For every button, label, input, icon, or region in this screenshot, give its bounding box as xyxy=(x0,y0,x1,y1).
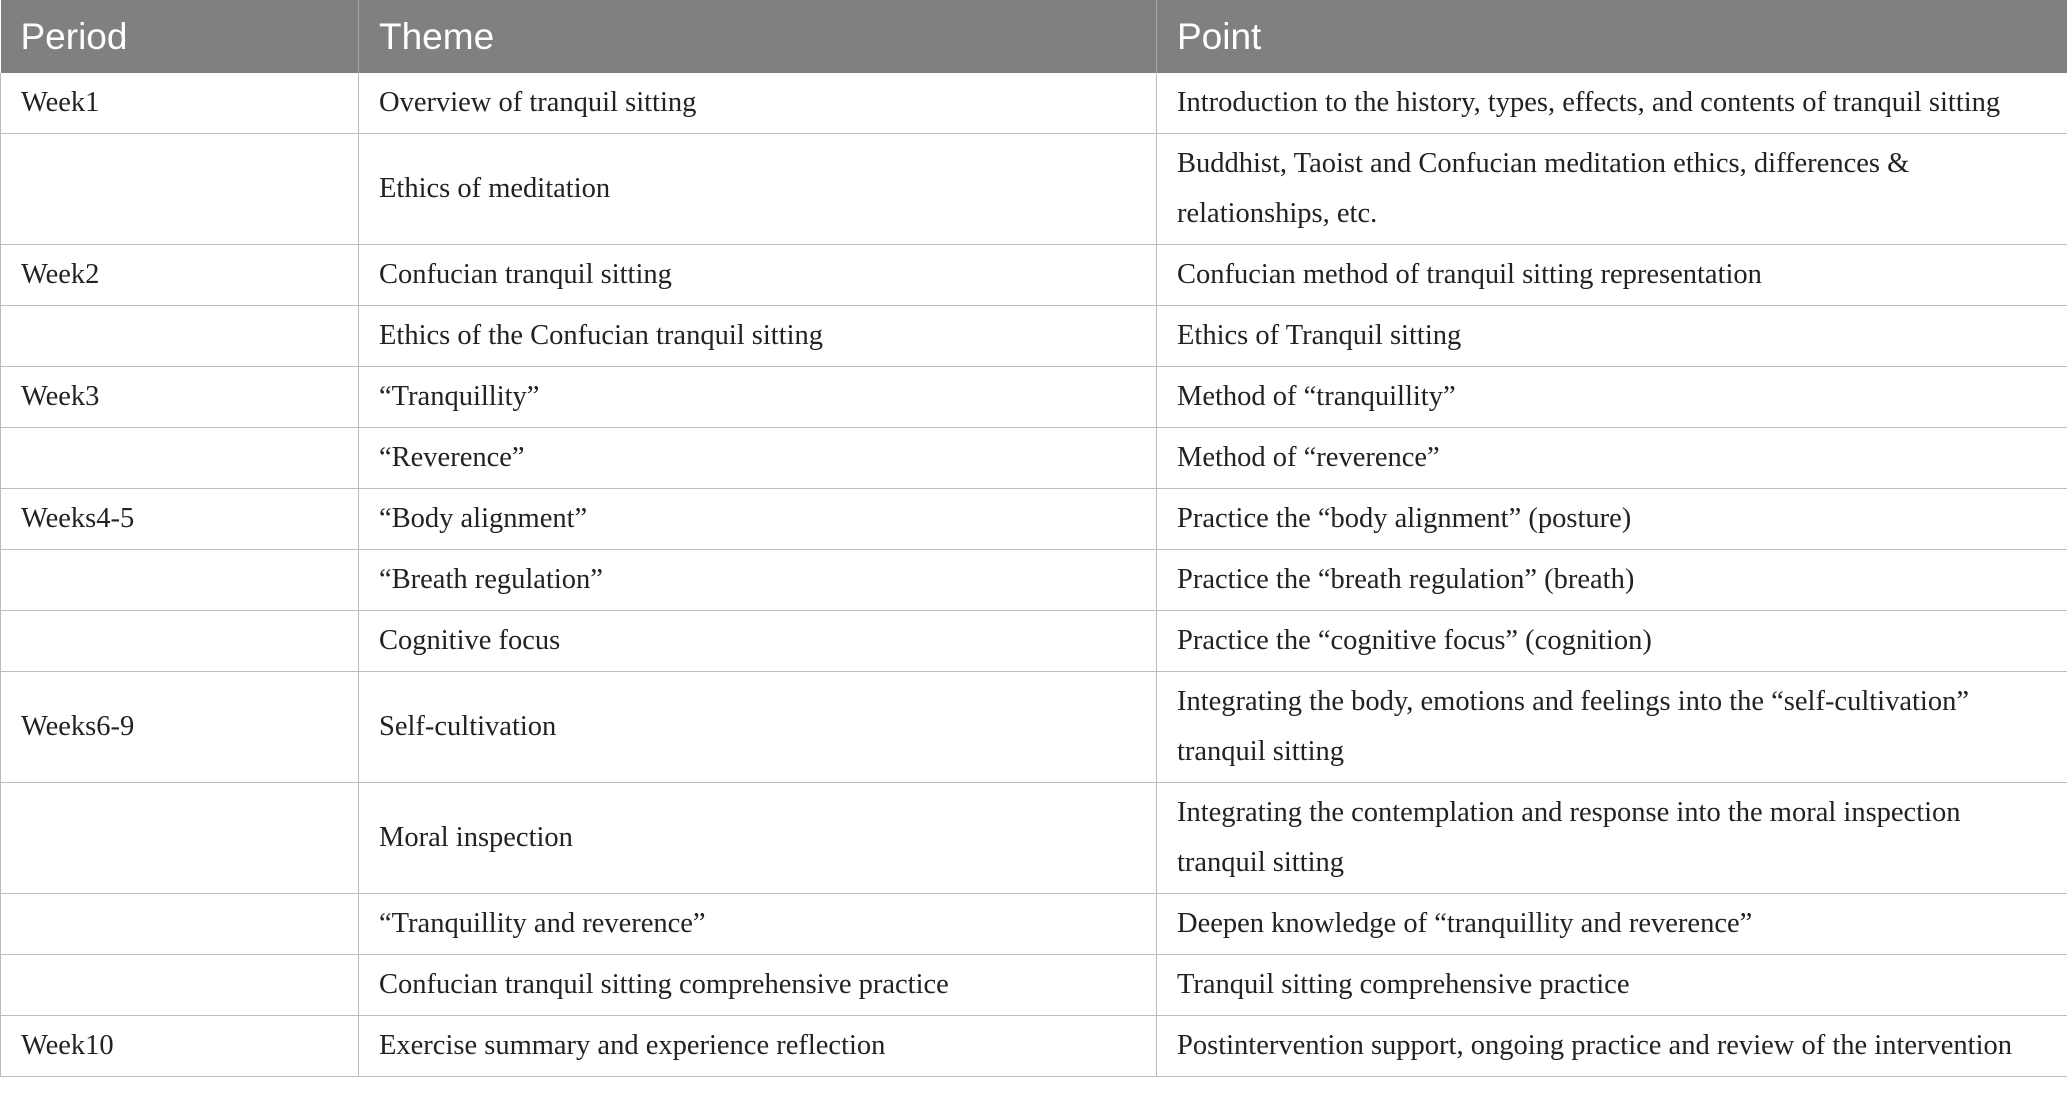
table-row xyxy=(1,611,2067,672)
table-row xyxy=(1,367,2067,428)
period-cell xyxy=(1,955,359,1016)
theme-cell: “Tranquillity” xyxy=(359,367,1157,428)
point-cell: Practice the “cognitive focus” (cognition) xyxy=(1157,611,2067,672)
header-period: Period xyxy=(1,0,359,73)
table-header xyxy=(1,0,2067,73)
theme-cell: Confucian tranquil sitting comprehensive practice xyxy=(359,955,1157,1016)
table-row xyxy=(1,428,2067,489)
theme-cell: Self-cultivation xyxy=(359,672,1157,783)
table-row xyxy=(1,489,2067,550)
period-cell: Week3 xyxy=(1,367,359,428)
theme-cell: Ethics of the Confucian tranquil sitting xyxy=(359,306,1157,367)
point-cell: Ethics of Tranquil sitting xyxy=(1157,306,2067,367)
point-cell: Method of “tranquillity” xyxy=(1157,367,2067,428)
period-cell: Week2 xyxy=(1,245,359,306)
header-point: Point xyxy=(1157,0,2067,73)
period-cell xyxy=(1,550,359,611)
theme-cell: “Breath regulation” xyxy=(359,550,1157,611)
period-cell xyxy=(1,306,359,367)
theme-cell: Overview of tranquil sitting xyxy=(359,73,1157,134)
point-cell: Practice the “breath regulation” (breath) xyxy=(1157,550,2067,611)
theme-cell: Exercise summary and experience reflection xyxy=(359,1016,1157,1077)
theme-cell: “Body alignment” xyxy=(359,489,1157,550)
point-cell: Integrating the contemplation and response into the moral inspection tranquil sitting xyxy=(1157,783,2067,894)
header-row xyxy=(1,0,2067,73)
table-row xyxy=(1,955,2067,1016)
point-cell: Tranquil sitting comprehensive practice xyxy=(1157,955,2067,1016)
table-row xyxy=(1,306,2067,367)
theme-cell: Moral inspection xyxy=(359,783,1157,894)
table-body xyxy=(1,73,2067,1077)
table-row xyxy=(1,894,2067,955)
table-row xyxy=(1,783,2067,894)
period-cell: Weeks6-9 xyxy=(1,672,359,783)
theme-cell: “Reverence” xyxy=(359,428,1157,489)
theme-cell: Confucian tranquil sitting xyxy=(359,245,1157,306)
period-cell xyxy=(1,428,359,489)
table-row xyxy=(1,73,2067,134)
point-cell: Practice the “body alignment” (posture) xyxy=(1157,489,2067,550)
table-row xyxy=(1,245,2067,306)
theme-cell: Ethics of meditation xyxy=(359,134,1157,245)
point-cell: Buddhist, Taoist and Confucian meditation ethics, differences & relationships, etc. xyxy=(1157,134,2067,245)
point-cell: Confucian method of tranquil sitting representation xyxy=(1157,245,2067,306)
point-cell: Postintervention support, ongoing practice and review of the intervention xyxy=(1157,1016,2067,1077)
period-cell: Weeks4-5 xyxy=(1,489,359,550)
point-cell: Method of “reverence” xyxy=(1157,428,2067,489)
header-theme: Theme xyxy=(359,0,1157,73)
period-cell xyxy=(1,611,359,672)
period-cell xyxy=(1,783,359,894)
table-row xyxy=(1,134,2067,245)
theme-cell: Cognitive focus xyxy=(359,611,1157,672)
period-cell: Week10 xyxy=(1,1016,359,1077)
point-cell: Deepen knowledge of “tranquillity and reverence” xyxy=(1157,894,2067,955)
period-cell: Week1 xyxy=(1,73,359,134)
table-row xyxy=(1,1016,2067,1077)
period-cell xyxy=(1,894,359,955)
table-row xyxy=(1,672,2067,783)
period-cell xyxy=(1,134,359,245)
theme-cell: “Tranquillity and reverence” xyxy=(359,894,1157,955)
point-cell: Introduction to the history, types, effects, and contents of tranquil sitting xyxy=(1157,73,2067,134)
point-cell: Integrating the body, emotions and feelings into the “self-cultivation” tranquil sitting xyxy=(1157,672,2067,783)
table-row xyxy=(1,550,2067,611)
